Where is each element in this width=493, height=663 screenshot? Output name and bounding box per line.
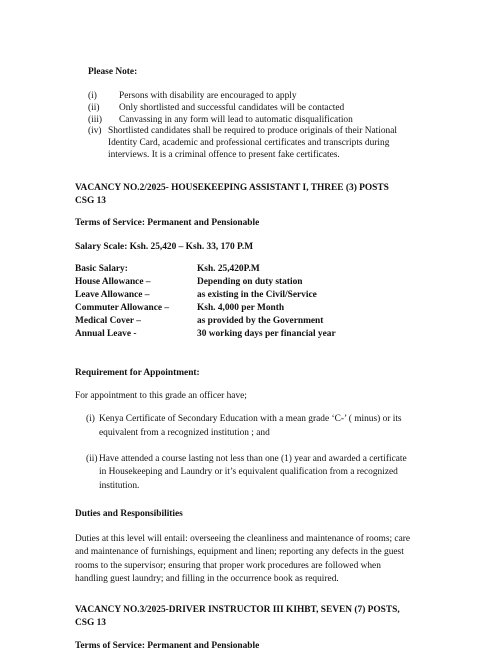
requirement-intro: For appointment to this grade an officer have; [75, 391, 247, 401]
duties-line: rooms to the supervisor; ensuring that proper work procedures are followed when [75, 561, 381, 571]
terms-of-service: Terms of Service: Permanent and Pensionable [75, 641, 260, 651]
requirement-marker: (ii) [86, 454, 98, 464]
note-item-text: Persons with disability are encouraged to apply [119, 91, 297, 101]
requirement-heading: Requirement for Appointment: [75, 368, 200, 378]
requirement-line: in Housekeeping and Laundry or it’s equivalent qualification from a recognized [99, 467, 398, 477]
benefit-label: Commuter Allowance – [75, 303, 170, 313]
note-item-text: Canvassing in any form will lead to automatic disqualification [119, 115, 353, 125]
benefit-value: as existing in the Civil/Service [197, 290, 317, 300]
note-item-text-line: interviews. It is a criminal offence to present fake certificates. [108, 150, 340, 160]
requirement-line: equivalent from a recognized institution ; and [99, 428, 270, 438]
note-heading: Please Note: [88, 67, 138, 77]
duties-line: Duties at this level will entail: overseeing the cleanliness and maintenance of rooms; care [75, 534, 411, 544]
note-item-marker: (iv) [88, 126, 102, 136]
benefit-label: Annual Leave - [75, 329, 137, 339]
benefit-label: Leave Allowance – [75, 290, 150, 300]
benefit-value: as provided by the Government [197, 316, 324, 326]
note-item-marker: (iii) [88, 115, 103, 125]
duties-line: and maintenance of furnishings, equipment and linen; reporting any defects in the guest [75, 547, 404, 557]
terms-of-service: Terms of Service: Permanent and Pensionable [75, 218, 260, 228]
requirement-line: institution. [99, 481, 140, 491]
salary-scale: Salary Scale: Ksh. 25,420 – Ksh. 33, 170 P.M [75, 242, 254, 252]
duties-heading: Duties and Responsibilities [75, 509, 183, 519]
note-item-marker: (ii) [88, 103, 100, 113]
duties-line: handling guest laundry; and filling in the occurrence book as required. [75, 574, 339, 584]
benefit-label: Basic Salary: [75, 264, 128, 274]
requirement-marker: (i) [86, 414, 95, 424]
benefit-value: Depending on duty station [197, 277, 303, 287]
vacancy-title: VACANCY NO.3/2025-DRIVER INSTRUCTOR III KIHBT, SEVEN (7) POSTS, [75, 605, 400, 615]
benefit-value: Ksh. 4,000 per Month [197, 303, 285, 313]
note-item-text-line: Identity Card, academic and professional certificates and transcripts during [108, 138, 390, 148]
benefit-label: House Allowance – [75, 277, 151, 287]
benefit-value: Ksh. 25,420P.M [197, 264, 260, 274]
note-item-text-line: Shortlisted candidates shall be required to produce originals of their National [108, 126, 397, 136]
requirement-line: Have attended a course lasting not less than one (1) year and awarded a certificate [99, 454, 407, 464]
benefit-value: 30 working days per financial year [197, 329, 336, 339]
vacancy-grade: CSG 13 [75, 618, 106, 628]
note-item-marker: (i) [88, 91, 97, 101]
requirement-line: Kenya Certificate of Secondary Education with a mean grade ‘C-’ ( minus) or its [99, 414, 402, 424]
vacancy-title: VACANCY NO.2/2025- HOUSEKEEPING ASSISTANT I, THREE (3) POSTS [75, 183, 389, 193]
benefit-label: Medical Cover – [75, 316, 141, 326]
note-item-text: Only shortlisted and successful candidates will be contacted [119, 103, 345, 113]
vacancy-grade: CSG 13 [75, 196, 106, 206]
